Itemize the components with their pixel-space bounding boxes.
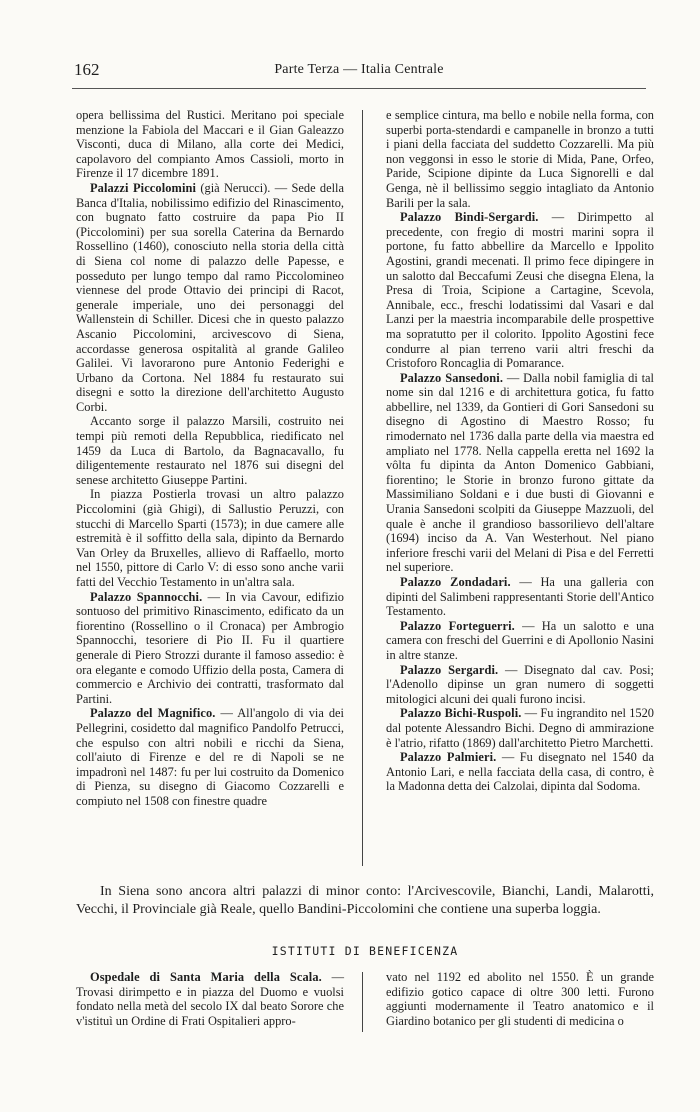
entry-text: (già Nerucci). — Sede della Banca d'Italia, nobilissimo edifizio del Rinascimento, con bugnato fatto costruire da papa Pio II (Piccolomini) per sua sorella Caterina da Bernardo Rossellino (1460), conosciuto nella storia della città di Siena col nome di palazzo delle Papesse, e posseduto per lungo tempo dal ramo Piccolomineo viennese del prode Ottavio dei principi di Racot, generale imperiale, uno dei personaggi del Wallenstein di Schiller. Dicesi che in questo palazzo Ascanio Piccolomini, arcivescovo di Siena, accordasse generosa ospitalità al grande Galileo Galilei. Vi lavorarono pure Antonio Federighi e Urbano da Cortona. Nel 1884 fu restaurato sui disegni e sotto la direzione dell'architetto Augusto Corbi. bbox=[76, 180, 344, 414]
right-column bbox=[386, 108, 654, 794]
bottom-right-column bbox=[386, 970, 654, 1028]
paragraph bbox=[76, 181, 344, 415]
page-number: 162 bbox=[74, 60, 100, 79]
entry-heading: Palazzo Spannocchi. bbox=[90, 589, 203, 604]
paragraph bbox=[76, 970, 344, 1028]
entry-text: — Ha una galleria con dipinti del Salimbeni rappresentanti Storie dell'Antico Testamento. bbox=[386, 575, 654, 619]
column-divider bbox=[362, 110, 363, 866]
entry-text: — Fu disegnato nel 1540 da Antonio Lari, e nella facciata della casa, di contro, è la Madonna detta dei Calzolai, dipinta dal Sodoma. bbox=[386, 750, 654, 794]
paragraph: opera bellissima del Rustici. Meritano poi speciale menzione la Fabiola del Maccari e il Gian Galeazzo Visconti, duca di Milano, alla corte dei Medici, capolavoro del compianto Amos Cassioli, morto in Firenze il 17 dicembre 1891. bbox=[76, 108, 344, 181]
running-title: Parte Terza — Italia Centrale bbox=[274, 62, 444, 77]
column-divider bbox=[362, 972, 363, 1032]
paragraph bbox=[76, 706, 344, 808]
entry-heading: Palazzo Bichi-Ruspoli. bbox=[400, 706, 522, 721]
paragraph bbox=[386, 619, 654, 663]
entry-heading: Palazzo Forteguerri. bbox=[400, 618, 515, 633]
entry-heading: Palazzo Zondadari. bbox=[400, 575, 511, 589]
entry-heading: Palazzo del Magnifico. bbox=[90, 706, 216, 721]
bottom-left-column bbox=[76, 970, 344, 1028]
entry-text: — All'angolo di via dei Pellegrini, cosidetto dal magnifico Pandolfo Petrucci, che espulso con altri nobili e ricchi da Siena, coll'aiuto di Firenze e del re di Napoli se ne impadronì nel 1487: fu per lui costruito da Domenico di Pienza, su disegno di Giacomo Cozzarelli e compiuto nel 1508 con finestre quadre bbox=[76, 706, 344, 808]
paragraph bbox=[386, 663, 654, 707]
entry-text: — Fu ingrandito nel 1520 dal potente Alessandro Bichi. Degno di ammirazione è l'atrio, rifatto (1869) dall'architetto Pietro Marchetti. bbox=[386, 706, 654, 750]
left-column bbox=[76, 108, 344, 809]
entry-text: — Ha un salotto e una camera con freschi del Guerrini e di Apollonio Nasini in altre stanze. bbox=[386, 618, 654, 662]
entry-text: — Dalla nobil famiglia di tal nome sin dal 1216 e di architettura gotica, fu fatto abbellire, nel 1339, da Gontieri di Gori Sansedoni su disegno di Agostino di Maestro Rosso; fu rimodernato nel 1736 dalla parte della via maestra ed ampliato nel 1778. Nella cappella eretta nel 1692 la vôlta fu dipinta da Anton Domenico Gabbiani, fiorentino; le Storie in bronzo furono gittate da Massimiliano Soldani e i due busti di Giovanni e Urania Sansedoni scolpiti da Giuseppe Mazzuoli, del quale è anche il grandioso bassorilievo dell'altare (1694) inciso da A. Van Westerhout. Nel piano inferiore freschi varii del Melani di Pisa e del Ferretti nel superiore. bbox=[386, 370, 655, 575]
entry-text: — Dirimpetto al precedente, con fregio di mostri marini sopra il portone, fu fatto abbellire da Marcello e Ippolito Agostini, grandi mecenati. Il primo fece dipingere in un salotto dal Beccafumi Zeusi che disegna Elena, la Presa di Troia, Scipione a Cartagine, Scevola, Annibale, ecc., freschi lodatissimi dal Vasari e dal Lanzi per la maestria incomparabile delle prospettive ma sopratutto per il colorito. Ippolito Agostini fece condurre al pian terreno varii altri freschi da Cristoforo Roncaglia di Pomarance. bbox=[386, 210, 655, 371]
entry-heading: Palazzo Bindi-Sergardi. bbox=[400, 210, 539, 225]
paragraph bbox=[386, 371, 654, 575]
paragraph bbox=[76, 590, 344, 707]
section-title: ISTITUTI DI BENEFICENZA bbox=[271, 944, 459, 958]
entry-heading: Ospedale di Santa Maria della Scala. bbox=[90, 970, 322, 984]
entry-text: — In via Cavour, edifizio sontuoso del primitivo Rinascimento, edificato da un fiorentino (Rossellino o il Cronaca) per Ambrogio Spannocchi, tesoriere di Pio II. Fu il quartiere generale di Piero Strozzi durante il famoso assedio: è ora elegante e comodo Uffizio della posta, Camera di commercio e Archivio dei contratti, trasformato dal Partini. bbox=[76, 589, 344, 706]
summary-paragraph: In Siena sono ancora altri palazzi di minor conto: l'Arcivescovile, Bianchi, Landi, Malarotti, Vecchi, il Provinciale già Reale, quello Bandini-Piccolomini che contiene una superba loggia. bbox=[76, 884, 654, 917]
paragraph bbox=[386, 575, 654, 619]
entry-heading: Palazzo Sergardi. bbox=[400, 662, 499, 677]
entry-heading: Palazzo Sansedoni. bbox=[400, 370, 504, 385]
entry-heading: Palazzo Palmieri. bbox=[400, 750, 497, 765]
paragraph bbox=[386, 750, 654, 794]
entry-text: — Disegnato dal cav. Posi; l'Adenollo dipinse un gran numero di soggetti mitologici alcuni dei quali furono incisi. bbox=[386, 662, 654, 706]
entry-text: — Trovasi dirimpetto e in piazza del Duomo e vuolsi fondato nella metà del secolo IX dal beato Sorore che v'istituì un Ordine di Frati Ospitalieri appro- bbox=[76, 970, 344, 1028]
paragraph bbox=[386, 706, 654, 750]
paragraph: In piazza Postierla trovasi un altro palazzo Piccolomini (già Ghigi), di Sallustio Peruzzi, con stucchi di Marcello Sparti (1573); in due camere alle estremità è il soffitto della sala, dipinto da Bernardo Van Orley da Bruxelles, allievo di Raffaello, morto nel 1550, pittore di Carlo V: di esso sono anche varii fatti del Vecchio Testamento in un'altra sala. bbox=[76, 487, 344, 589]
paragraph bbox=[386, 210, 654, 371]
page-header bbox=[72, 58, 646, 89]
paragraph: Accanto sorge il palazzo Marsili, costruito nei tempi più remoti della Repubblica, riedificato nel 1459 da Luca di Bartolo, da Bagnacavallo, fu diligentemente restaurato nel 1876 sui disegni del senese architetto Giuseppe Partini. bbox=[76, 414, 344, 487]
paragraph: vato nel 1192 ed abolito nel 1550. È un grande edifizio gotico capace di oltre 300 letti. Furono aggiunti modernamente il Teatro anatomico e il Giardino botanico per gli studenti di medicina o bbox=[386, 970, 654, 1028]
paragraph: e semplice cintura, ma bello e nobile nella forma, con superbi porta-stendardi e campanelle in bronzo a tutti i piani della facciata del suddetto Cozzarelli. Ma più non veggonsi in esso le storie di Mida, Pane, Orfeo, Paride, Scipione dipinte da Luca Signorelli e dal Genga, nè il bellissimo seggio intagliato da Antonio Barili per la sala. bbox=[386, 108, 654, 210]
entry-heading: Palazzi Piccolomini bbox=[90, 180, 197, 195]
